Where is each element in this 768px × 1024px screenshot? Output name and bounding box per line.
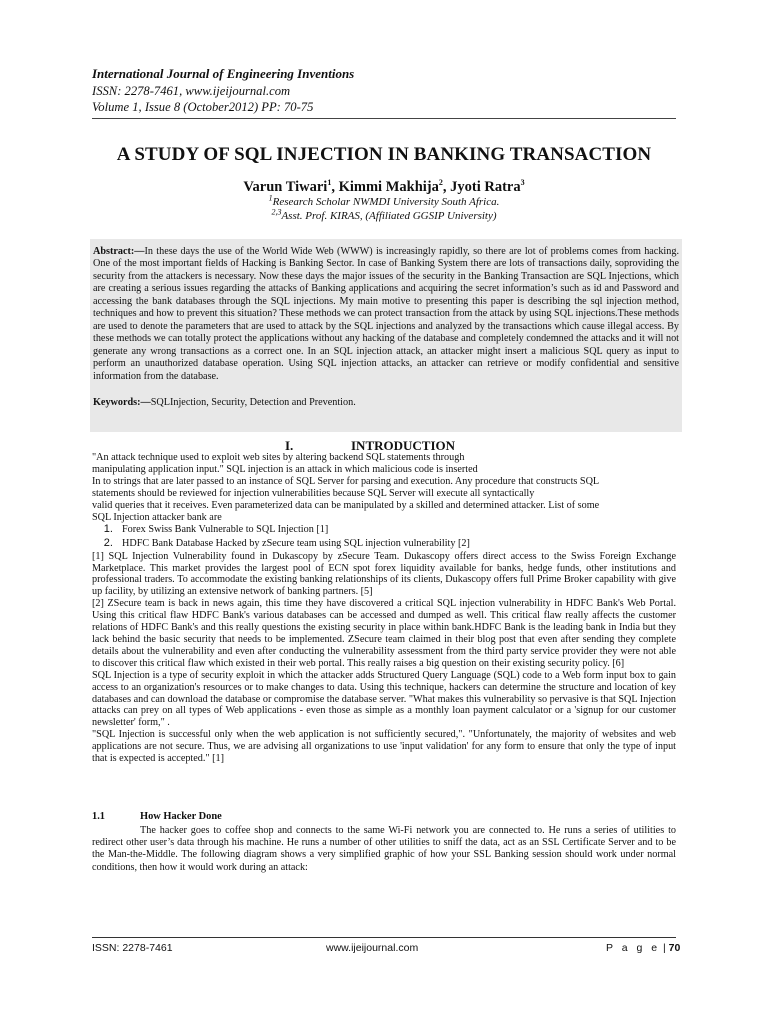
author-list: Varun Tiwari$^1$, Kimmi Makhija$^2$, Jyoti Ratra$^3$ [243,178,525,195]
subsection-heading [92,811,222,822]
affiliation-text: Research Scholar NWMDI University South Africa. [272,196,500,208]
paragraph: "SQL Injection is successful only when the web application is not sufficiently secured,". "Unfortunately, the majority of websites and web applications are not secure. Thus, we are advising all organizations to use 'input validation' for any form to ensure that only the type of input that is expected is accepted." [1] [92,729,676,765]
intro-line: statements should be reviewed for injection vulnerabilities because SQL Server will execute all syntactically [92,487,535,499]
subsection-number: 1.1 [92,811,105,822]
keywords-label: Keywords:— [93,396,151,408]
author-sup: 3 [520,178,525,188]
author-name: Jyoti Ratra [450,179,521,195]
subsection-title: How Hacker Done [140,811,222,822]
page-label: P a g e [606,942,661,954]
list-item: 2. HDFC Bank Database Hacked by zSecure team using SQL injection vulnerability [2] [116,537,676,551]
paper-title: A STUDY OF SQL INJECTION IN BANKING TRANSACTION [116,144,652,165]
affiliation-sup: 2,3 [271,207,282,217]
paragraph: [1] SQL Injection Vulnerability found in Dukascopy by zSecure Team. Dukascopy offers direct access to the Swiss Foreign Exchange Marketplace. This market provides the largest pool of ECN spot forex liquidity available for banks, hedge funds, other institutions and professional traders. To accommodate the existing banking relationships of its clients, Dukascopy offers full Prime Broker capability with give up facility, by utilizing an extensive network of banking partners. [5] [92,550,676,598]
attacked-banks-list [92,523,676,550]
subsection-text: The hacker goes to coffee shop and connects to the same Wi-Fi network you are connected to. He runs a series of utilities to redirect other user’s data through his machine. He runs a number of other utilities to sniff the data, act as an SSL Certificate Server and to be the Man-the-Middle. The following diagram shows a very simplified graphic of how your SSL Banking session should work under normal conditions, then how it would work during an attack: [92,825,676,873]
journal-issn-line: ISSN: 2278-7461, www.ijeijournal.com [92,83,291,98]
keywords-text: SQLInjection, Security, Detection and Prevention. [150,396,356,408]
author-name: Varun Tiwari [243,179,328,195]
intro-line: SQL Injection attacker bank are [92,511,222,523]
intro-line: "An attack technique used to exploit web sites by altering backend SQL statements through [92,452,465,463]
affiliation-1 [60,193,708,208]
journal-volume-line: Volume 1, Issue 8 (October2012) PP: 70-75 [92,100,314,114]
keywords [93,397,679,409]
header-divider [92,118,676,119]
affiliation-2 [60,207,708,222]
section-number: I. [285,438,294,453]
intro-line: In to strings that are later passed to an instance of SQL Server for parsing and execution. Any procedure that constructs SQL [92,475,600,487]
section-title: INTRODUCTION [351,438,456,453]
journal-name: International Journal of Engineering Inventions [92,66,355,81]
list-item: 1. Forex Swiss Bank Vulnerable to SQL Injection [1] [116,523,676,537]
journal-header [92,66,692,116]
intro-lines [92,452,676,523]
intro-line: manipulating application input." SQL injection is an attack in which malicious code is inserted [92,463,478,475]
abstract-text: In these days the use of the World Wide Web (WWW) is increasingly rapidly, so there are lot of problems comes from hacking. One of the most important fields of Hacking is Banking Sector. In case of Banking System there are lots of transactions daily, soproviding the security from the attackers is necessary. Now these days the major issues of the security in the Banking Transaction are SQL Injections, which are creating a serious issues regarding the attacks of Banking applications and acquiring the secret information’s such as id and Password and accessing the bank databases through the SQL injections. My main motive to presenting this paper is describing the sql injection method, techniques and how to prevent this situation? These methods we can protect transaction from the attack by using SQL injections.These methods are used to denote the parameters that are used to attack by the SQL injections and analyzed by the transactions which cause illegal access. By these methods we can totally protect the applications without any hacking of the database and completely condemned the attacks and it will not generate any wrong transactions as a correct one. In an SQL injection attack, an attacker might insert a malicious SQL query as input to perform an unauthorized database operation. Using SQL injection attacks, an attacker can retrieve or modify confidential and sensitive information from the database. [93,246,679,382]
abstract-label: Abstract:— [93,246,145,257]
abstract [93,246,679,383]
footer-divider [92,937,676,938]
intro-line: valid queries that it receives. Even parameterized data can be manipulated by a skilled and determined attacker. List of some [92,499,600,511]
introduction-body [92,452,676,765]
paragraph: SQL Injection is a type of security exploit in which the attacker adds Structured Query Language (SQL) code to a Web form input box to gain access to an organization's resources or to make changes to data. Using this technique, hackers can determine the structure and location of key databases and can download the database or compromise the database server. "What makes this vulnerability so pervasive is that SQL Injection attacks can prey on all types of Web applications - even those as simple as a monthly loan payment calculator or a 'signup for our customer newsletter' form," . [92,669,677,729]
abstract-box [90,239,682,432]
affiliation-sup: 1 [268,193,273,203]
footer-page [606,942,680,954]
footer-issn: ISSN: 2278-7461 [92,942,173,954]
affiliation-text: Asst. Prof. KIRAS, (Affiliated GGSIP University) [281,210,497,222]
page-number: 70 [668,942,681,954]
paragraph: [2] ZSecure team is back in news again, this time they have discovered a critical SQL injection vulnerability in HDFC Bank's Web Portal. Using this critical flaw HDFC Bank's various databases can be accessed and dumped as well. This critical flaw really affects the customer relations of HDFC Bank's and this really questions the existing security in place within bank.HDFC Bank is the leading bank in India but they lack behind the basic security that needs to be implemented. ZSecure team claimed in their blog post that even after sending they complete details about the vulnerability and even after conducting the vulnerability assessment from the third party service provider they were not able to discover this critical flaw which existed in their web portal. This really raises a big question on their existing security policy. [6] [92,598,676,669]
footer-url: www.ijeijournal.com [326,942,419,954]
author-sup: 2 [438,178,443,188]
author-name: Kimmi Makhija [338,179,439,195]
page-separator: | [663,942,666,954]
author-sup: 1 [327,178,332,188]
